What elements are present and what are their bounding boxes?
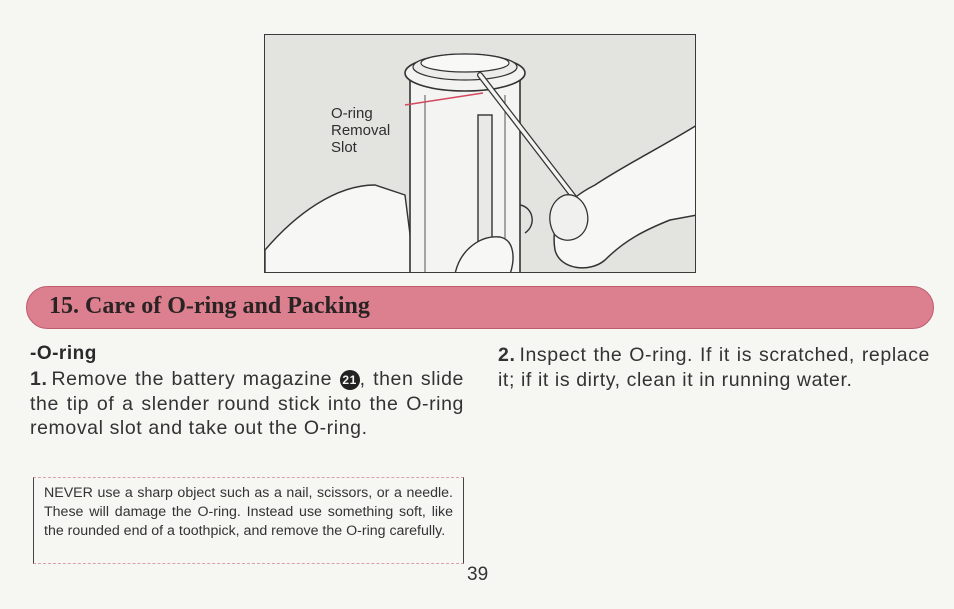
step-2-text: Inspect the O-ring. If it is scratched, replace it; if it is dirty, clean it in running water.	[498, 344, 930, 391]
hand-stick-drawing	[265, 35, 696, 273]
step-1-number: 1.	[30, 368, 48, 390]
callout-line-3: Slot	[331, 139, 357, 156]
callout-line-1: O-ring	[331, 105, 373, 122]
left-column	[30, 343, 464, 441]
section-title: 15. Care of O-ring and Packing	[49, 293, 370, 319]
step-1-text-after: , then slide the tip of a slender round stick into the O-ring removal slot and take out the O-ring.	[30, 368, 464, 439]
caution-note-text: NEVER use a sharp object such as a nail, scissors, or a needle. These will damage the O-ring. Instead use something soft, like the rounded end of a toothpick, and remove the O-ring carefully.	[44, 485, 453, 539]
o-ring-subheading: -O-ring	[30, 343, 97, 364]
callout-line-2: Removal	[331, 122, 391, 139]
step-1-text-before: Remove the battery magazine	[51, 368, 333, 390]
step-2	[498, 343, 930, 392]
step-1	[30, 367, 464, 441]
reference-number-badge: 21	[340, 370, 360, 390]
o-ring-removal-illustration	[264, 34, 696, 273]
step-2-number: 2.	[498, 344, 516, 366]
caution-note-box	[33, 477, 464, 564]
section-banner	[26, 286, 934, 329]
o-ring-removal-slot-label	[331, 105, 390, 156]
right-column	[498, 343, 930, 392]
page-number: 39	[467, 564, 489, 585]
